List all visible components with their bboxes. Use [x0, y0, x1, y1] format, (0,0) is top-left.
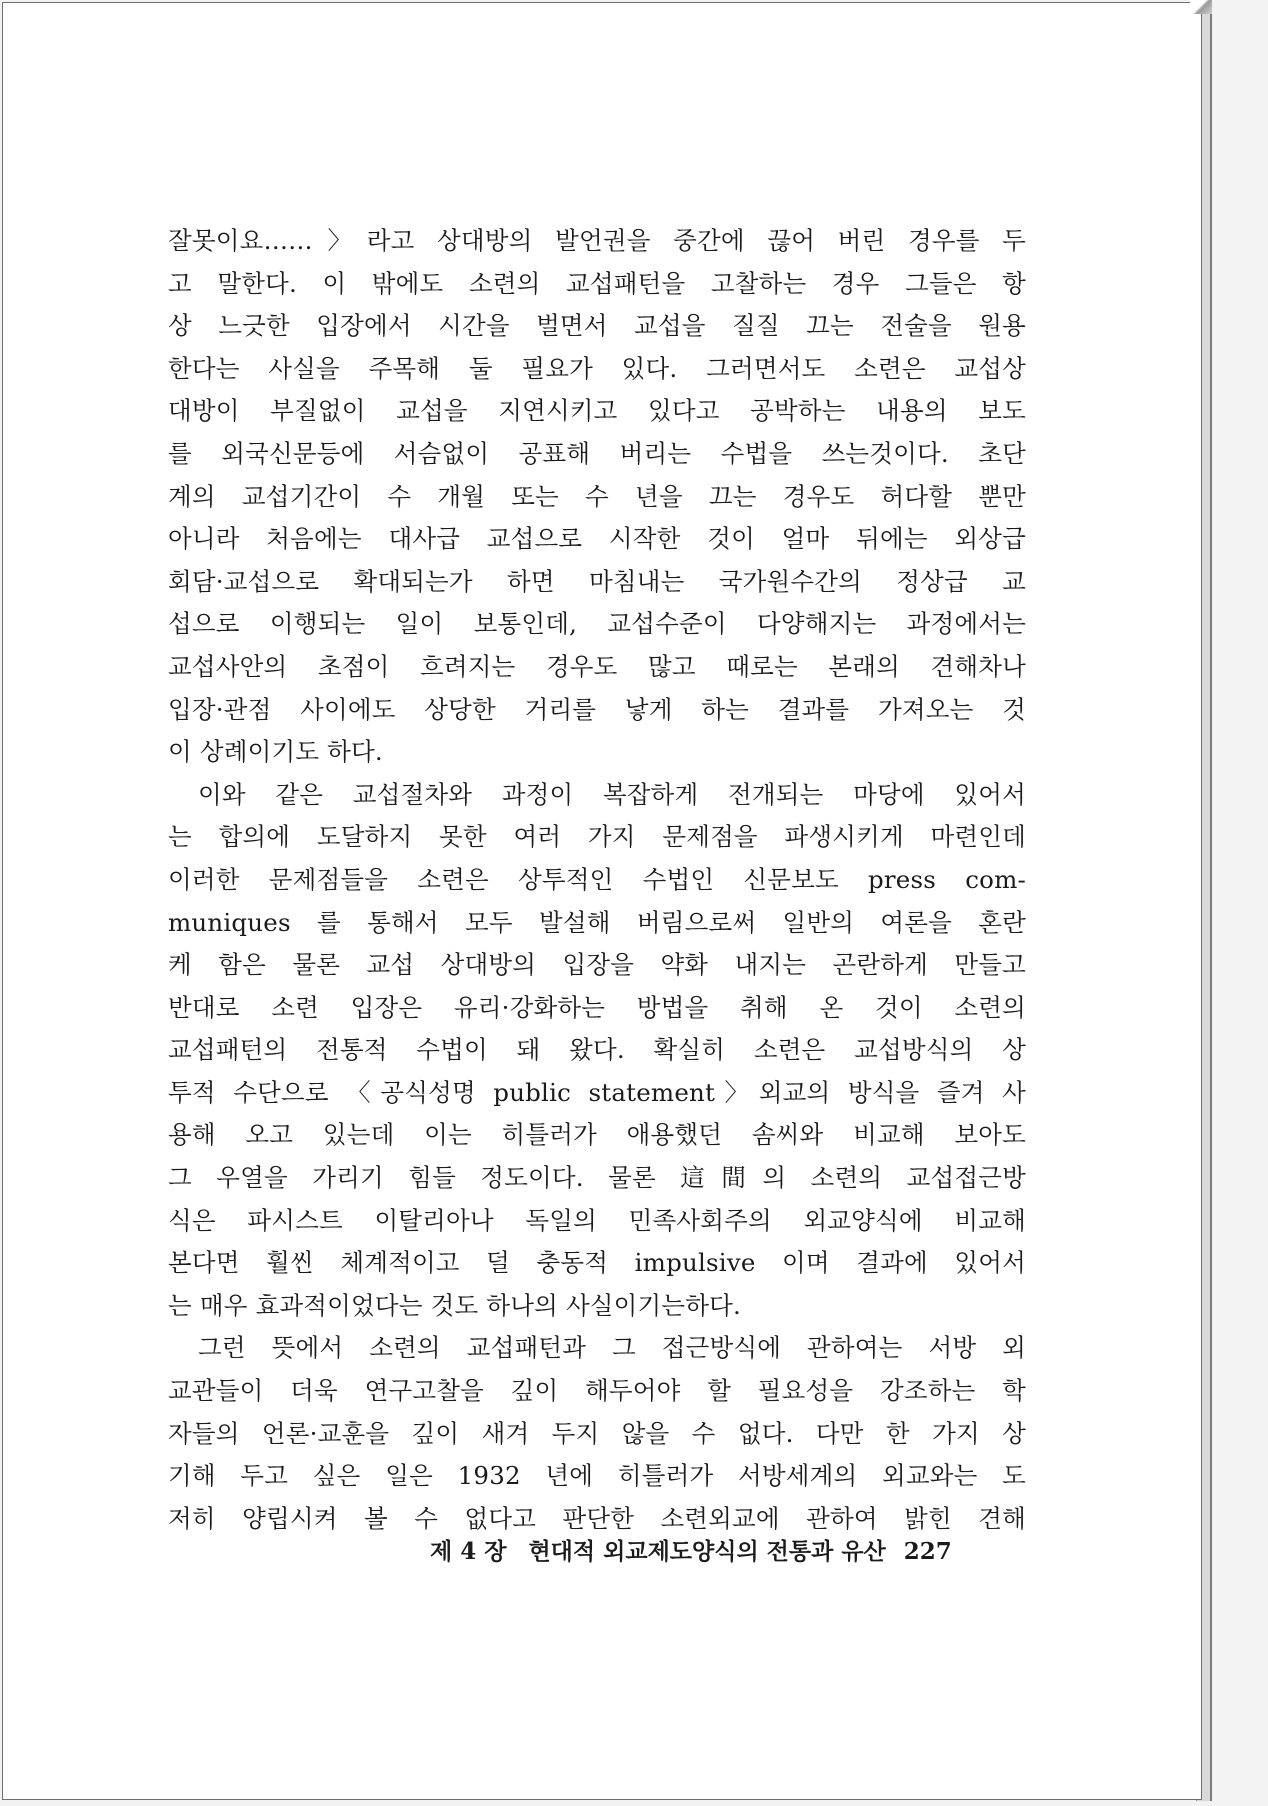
text-line: 자들의 언론·교훈을 깊이 새겨 두지 않을 수 없다. 다만 한 가지 상: [168, 1418, 1026, 1448]
text-line: 고 말한다. 이 밖에도 소련의 교섭패턴을 고찰하는 경우 그들은 항: [168, 268, 1026, 298]
text-line: 한다는 사실을 주목해 둘 필요가 있다. 그러면서도 소련은 교섭상: [168, 353, 1026, 383]
text-line: 이와 같은 교섭절차와 과정이 복잡하게 전개되는 마당에 있어서: [198, 779, 1026, 809]
text-line: 아니라 처음에는 대사급 교섭으로 시작한 것이 얼마 뒤에는 외상급: [168, 524, 1026, 554]
text-line: 투적 수단으로 〈공식성명 public statement〉외교의 방식을 즐겨 사: [168, 1077, 1026, 1107]
page-curl-corner: [1190, 0, 1212, 14]
text-line: 상 느긋한 입장에서 시간을 벌면서 교섭을 질질 끄는 전술을 원용: [168, 311, 1026, 341]
text-line: 교관들이 더욱 연구고찰을 깊이 해두어야 할 필요성을 강조하는 학: [168, 1376, 1026, 1406]
text-line: 그런 뜻에서 소련의 교섭패턴과 그 접근방식에 관하여는 서방 외: [198, 1333, 1026, 1363]
chapter-title: 현대적 외교제도양식의 전통과 유산: [528, 1538, 886, 1565]
text-line: 는 합의에 도달하지 못한 여러 가지 문제점을 파생시키게 마련인데: [168, 822, 1026, 852]
text-line: 반대로 소련 입장은 유리·강화하는 방법을 취해 온 것이 소련의: [168, 992, 1026, 1022]
text-line: 입장·관점 사이에도 상당한 거리를 낳게 하는 결과를 가져오는 것: [168, 694, 1026, 724]
text-line: 교섭패턴의 전통적 수법이 돼 왔다. 확실히 소련은 교섭방식의 상: [168, 1035, 1026, 1065]
text-line: 식은 파시스트 이탈리아나 독일의 민족사회주의 외교양식에 비교해: [168, 1205, 1026, 1235]
text-line: 회담·교섭으로 확대되는가 하면 마침내는 국가원수간의 정상급 교: [168, 566, 1026, 596]
text-line: 용해 오고 있는데 이는 히틀러가 애용했던 솜씨와 비교해 보아도: [168, 1120, 1026, 1150]
text-line: 계의 교섭기간이 수 개월 또는 수 년을 끄는 경우도 허다할 뿐만: [168, 481, 1026, 511]
text-line: 저히 양립시켜 볼 수 없다고 판단한 소련외교에 관하여 밝힌 견해: [168, 1503, 1026, 1533]
page-footer: [430, 1532, 990, 1572]
text-line: 이 상례이기도 하다.: [168, 737, 383, 767]
viewer-background: [1214, 0, 1268, 1806]
text-line: 그 우열을 가리기 힘들 정도이다. 물론 這間의 소련의 교섭접근방: [168, 1163, 1026, 1193]
text-line: 교섭사안의 초점이 흐려지는 경우도 많고 때로는 본래의 견해차나: [168, 651, 1026, 681]
text-line: 잘못이요……〉라고 상대방의 발언권을 중간에 끊어 버린 경우를 두: [168, 226, 1026, 255]
text-line: 기해 두고 싶은 일은 1932 년에 히틀러가 서방세계의 외교와는 도: [168, 1461, 1026, 1491]
text-line: 이러한 문제점들을 소련은 상투적인 수법인 신문보도 press com-: [168, 864, 1026, 894]
body-text: [168, 220, 1026, 1540]
chapter-label: 제 4 장: [430, 1538, 507, 1565]
text-line: 섭으로 이행되는 일이 보통인데, 교섭수준이 다양해지는 과정에서는: [168, 609, 1026, 639]
text-line: 를 외국신문등에 서슴없이 공표해 버리는 수법을 쓰는것이다. 초단: [168, 438, 1026, 468]
text-line: 본다면 훨씬 체계적이고 덜 충동적 impulsive 이며 결과에 있어서: [168, 1248, 1026, 1278]
text-line: 대방이 부질없이 교섭을 지연시키고 있다고 공박하는 내용의 보도: [168, 396, 1026, 426]
text-line: 는 매우 효과적이었다는 것도 하나의 사실이기는하다.: [168, 1290, 741, 1320]
page-number: 227: [903, 1538, 952, 1565]
text-line: muniques 를 통해서 모두 발설해 버림으로써 일반의 여론을 혼란: [168, 907, 1026, 937]
text-line: 케 함은 물론 교섭 상대방의 입장을 약화 내지는 곤란하게 만들고: [168, 950, 1026, 980]
